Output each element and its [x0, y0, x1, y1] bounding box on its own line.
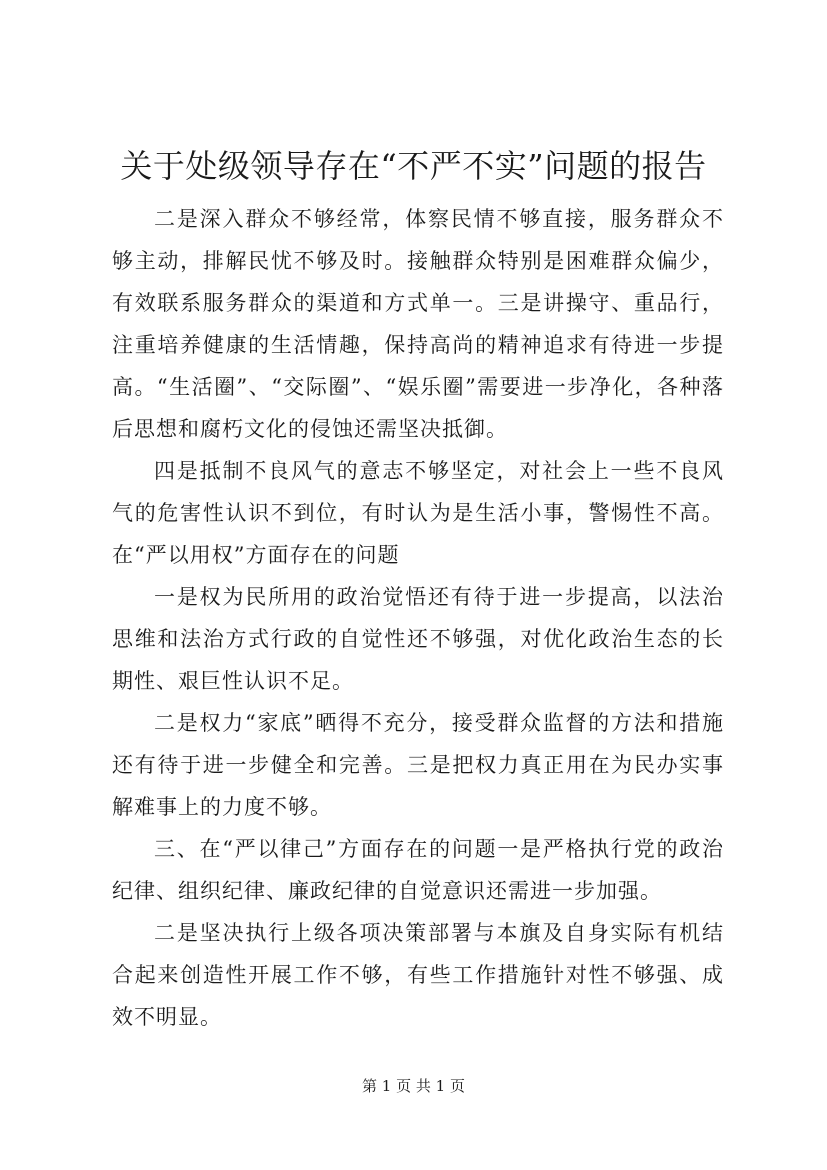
paragraph: 二是权力“家底”晒得不充分，接受群众监督的方法和措施还有待于进一步健全和完善。三是把权力真正用在为民办实事解难事上的力度不够。: [112, 711, 724, 819]
paragraph: 四是抵制不良风气的意志不够坚定，对社会上一些不良风气的危害性认识不到位，有时认为是生活小事，警惕性不高。在“严以用权”方面存在的问题: [112, 459, 724, 567]
paragraph: 三、在“严以律己”方面存在的问题一是严格执行党的政治纪律、组织纪律、廉政纪律的自觉意识还需进一步加强。: [112, 837, 724, 903]
document-body: [112, 198, 724, 1038]
paragraph: 一是权为民所用的政治觉悟还有待于进一步提高，以法治思维和法治方式行政的自觉性还不够强，对优化政治生态的长期性、艰巨性认识不足。: [112, 585, 724, 693]
paragraph: 二是坚决执行上级各项决策部署与本旗及自身实际有机结合起来创造性开展工作不够，有些工作措施针对性不够强、成效不明显。: [112, 921, 724, 1029]
document-title: 关于处级领导存在“不严不实”问题的报告: [120, 147, 707, 185]
paragraph: 二是深入群众不够经常，体察民情不够直接，服务群众不够主动，排解民忧不够及时。接触群众特别是困难群众偏少，有效联系服务群众的渠道和方式单一。三是讲操守、重品行，注重培养健康的生活情趣，保持高尚的精神追求有待进一步提高。“生活圈”、“交际圈”、“娱乐圈”需要进一步净化，各种落后思想和腐朽文化的侵蚀还需坚决抵御。: [112, 207, 724, 441]
page-footer: 第 1 页 共 1 页: [362, 1077, 465, 1095]
